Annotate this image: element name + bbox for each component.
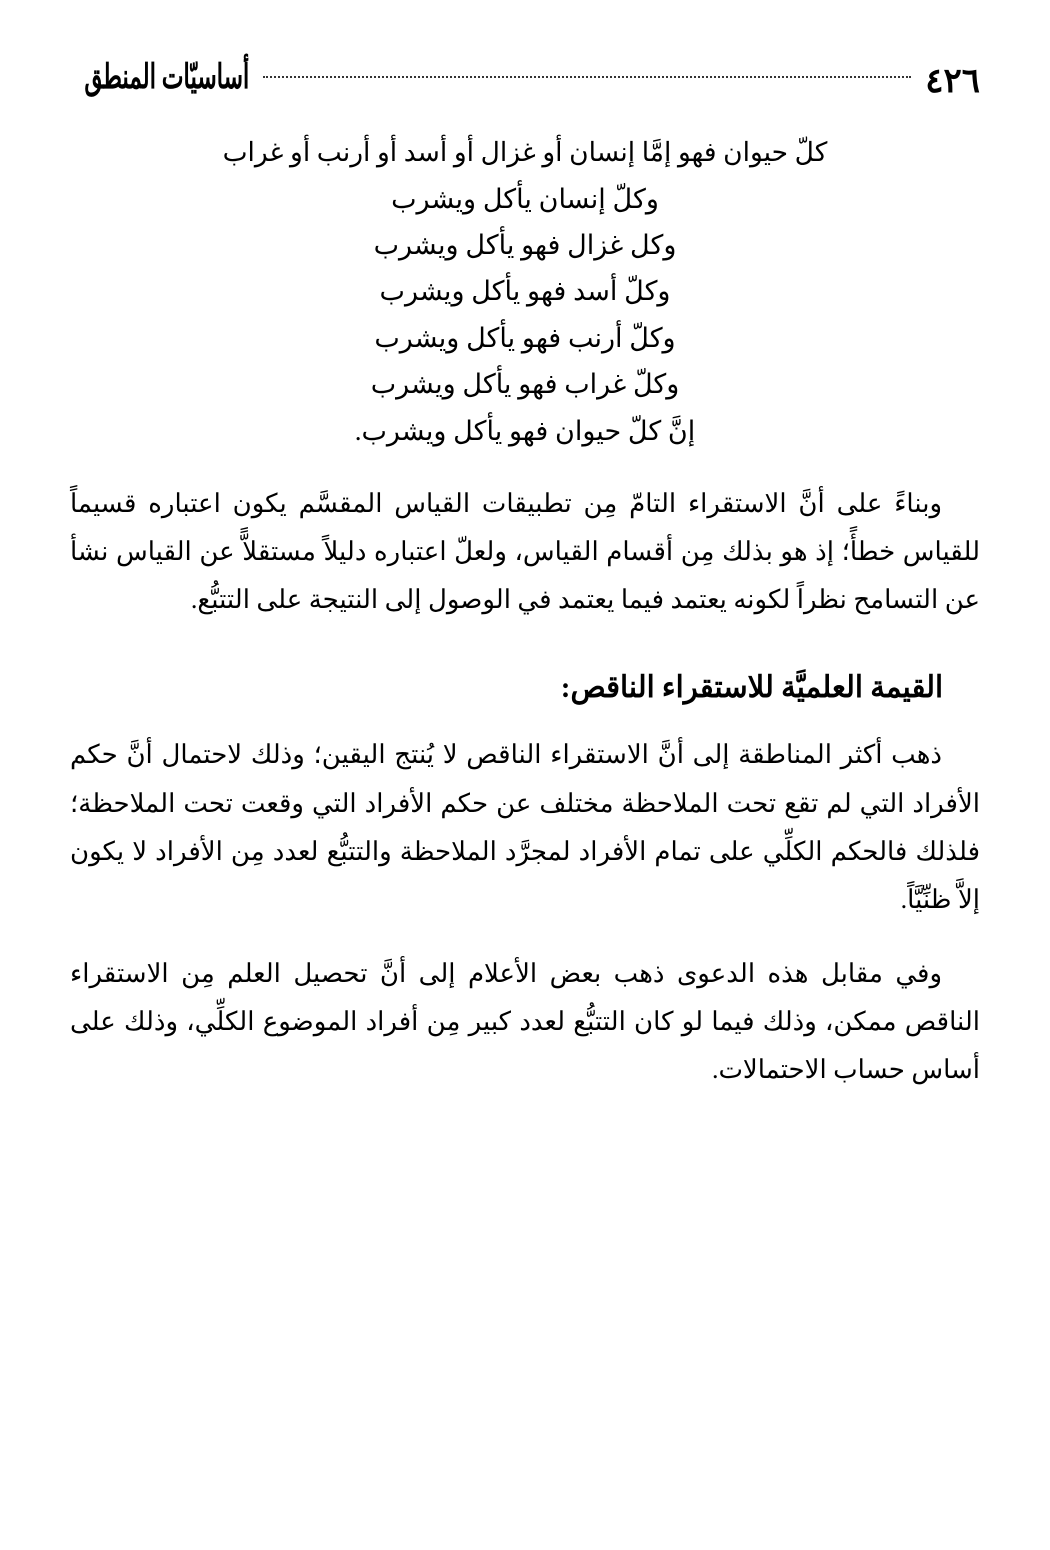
verse-line: وكل غزال فهو يأكل ويشرب	[373, 230, 677, 261]
paragraph-1: وبناءً على أنَّ الاستقراء التامّ مِن تطبيقات القياس المقسَّم يكون اعتباره قسيماً للقياس خطأً؛ إذ هو بذلك مِن أقسام القياس، ولعلّ اعتباره دليلاً مستقلاًّ عن القياس نشأ عن التسامح نظراً لكونه يعتمد فيما يعتمد في الوصول إلى النتيجة على التتبُّع.	[70, 489, 980, 615]
verse-line: كلّ حيوان فهو إمَّا إنسان أو غزال أو أسد أو أرنب أو غراب	[222, 137, 828, 167]
verse-line: وكلّ أرنب فهو يأكل ويشرب	[374, 322, 676, 353]
verse-line: إنَّ كلّ حيوان فهو يأكل ويشرب.	[354, 415, 696, 446]
page-number: ٤٢٦	[925, 63, 980, 100]
header-dotted-separator	[263, 76, 911, 78]
book-title: أساسيّات المنطق	[84, 59, 250, 97]
section-heading: القيمة العلميَّة للاستقراء الناقص:	[560, 671, 944, 705]
paragraph-3: وفي مقابل هذه الدعوى ذهب بعض الأعلام إلى أنَّ تحصيل العلم مِن الاستقراء الناقص ممكن، وذلك فيما لو كان التتبُّع لعدد كبير مِن أفراد الموضوع الكلِّي، وذلك على أساس حساب الاحتمالات.	[70, 958, 980, 1085]
page-content	[70, 130, 980, 1094]
paragraph-2: ذهب أكثر المناطقة إلى أنَّ الاستقراء الناقص لا يُنتج اليقين؛ وذلك لاحتمال أنَّ حكم الأفراد التي لم تقع تحت الملاحظة مختلف عن حكم الأفراد التي وقعت تحت الملاحظة؛ فلذلك فالحكم الكلِّي على تمام الأفراد لمجرَّد الملاحظة والتتبُّع لعدد مِن الأفراد لا يكون إلاَّ ظنِّيَّاً.	[70, 740, 980, 914]
verse-line: وكلّ إنسان يأكل ويشرب	[391, 183, 659, 214]
syllogism-verse-list	[70, 130, 980, 454]
page-header	[70, 52, 980, 108]
verse-line: وكلّ أسد فهو يأكل ويشرب	[379, 276, 671, 307]
verse-line: وكلّ غراب فهو يأكل ويشرب	[370, 369, 680, 400]
